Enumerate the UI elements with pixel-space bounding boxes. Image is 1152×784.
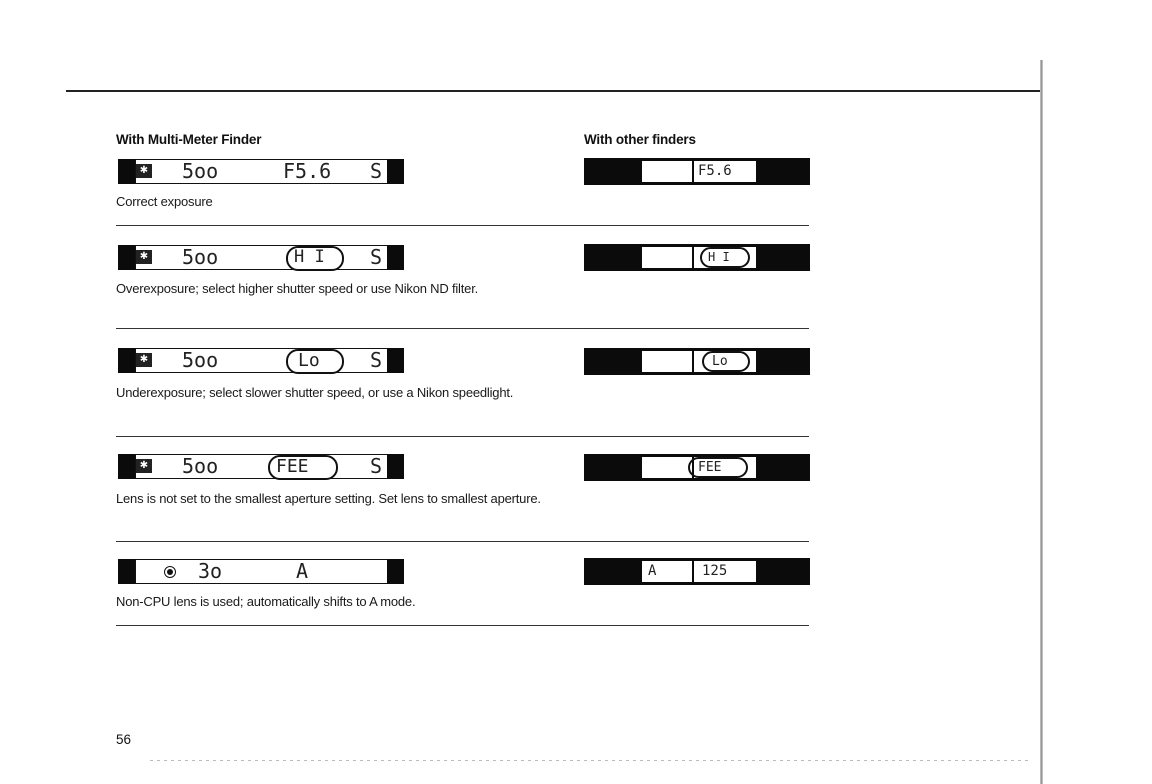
meter-icon: ✱ bbox=[136, 459, 152, 473]
divider bbox=[116, 541, 809, 542]
lcd-non-cpu-lens bbox=[118, 559, 404, 584]
other-finder-fee-warning bbox=[584, 454, 810, 481]
lcd-aperture: F5.6 bbox=[283, 159, 332, 183]
lcd-end-right bbox=[387, 159, 404, 184]
meter-icon: ✱ bbox=[136, 164, 152, 178]
other-finder-correct-exposure bbox=[584, 158, 810, 185]
desc-fee-warning: Lens is not set to the smallest aperture setting. Set lens to smallest aperture. bbox=[116, 491, 541, 506]
lcd-mode: S bbox=[370, 348, 383, 372]
lcd-warning-fee: FEE bbox=[276, 456, 309, 477]
lcd-end-left bbox=[118, 559, 135, 584]
other-finder-blank bbox=[642, 457, 692, 478]
divider bbox=[116, 328, 809, 329]
center-weighted-icon bbox=[164, 566, 176, 578]
lcd-warning-lo: Lo bbox=[298, 350, 320, 371]
other-finder-warning-hi: H I bbox=[708, 250, 730, 264]
meter-icon: ✱ bbox=[136, 250, 152, 264]
lcd-end-left bbox=[118, 454, 135, 479]
other-finder-aperture: F5.6 bbox=[698, 163, 732, 179]
scan-speckle bbox=[150, 760, 1030, 761]
lcd-shutter: 5oo bbox=[182, 245, 219, 269]
lcd-fee-warning bbox=[118, 454, 404, 479]
other-finder-shutter: 125 bbox=[702, 563, 728, 579]
lcd-end-right bbox=[387, 245, 404, 270]
lcd-mode: S bbox=[370, 245, 383, 269]
top-rule bbox=[66, 90, 1042, 92]
other-finder-blank bbox=[642, 161, 692, 182]
lcd-underexposure bbox=[118, 348, 404, 373]
other-finder-overexposure bbox=[584, 244, 810, 271]
lcd-mode: A bbox=[296, 559, 309, 583]
lcd-shutter: 5oo bbox=[182, 454, 219, 478]
lcd-warning-hi: H I bbox=[294, 247, 325, 267]
lcd-end-right bbox=[387, 348, 404, 373]
page-edge-shadow bbox=[1040, 60, 1043, 784]
heading-other-finders: With other finders bbox=[584, 132, 696, 147]
lcd-end-left bbox=[118, 348, 135, 373]
lcd-correct-exposure bbox=[118, 159, 404, 184]
lcd-window bbox=[135, 245, 389, 270]
lcd-window bbox=[135, 454, 389, 479]
divider bbox=[116, 625, 809, 626]
other-finder-blank bbox=[642, 351, 692, 372]
lcd-overexposure bbox=[118, 245, 404, 270]
lcd-shutter: 3o bbox=[198, 559, 223, 583]
desc-non-cpu-lens: Non-CPU lens is used; automatically shifts to A mode. bbox=[116, 594, 416, 609]
divider bbox=[116, 225, 809, 226]
other-finder-warning-fee: FEE bbox=[698, 460, 722, 475]
other-finder-mode: A bbox=[648, 563, 657, 579]
page-number: 56 bbox=[116, 732, 132, 747]
desc-correct-exposure: Correct exposure bbox=[116, 194, 213, 209]
lcd-end-right bbox=[387, 454, 404, 479]
desc-overexposure: Overexposure; select higher shutter speed or use Nikon ND filter. bbox=[116, 281, 479, 296]
other-finder-blank bbox=[642, 247, 692, 268]
lcd-window bbox=[135, 159, 389, 184]
lcd-window bbox=[135, 348, 389, 373]
lcd-mode: S bbox=[370, 159, 383, 183]
heading-multi-meter-finder: With Multi-Meter Finder bbox=[116, 132, 262, 147]
other-finder-non-cpu-lens bbox=[584, 558, 810, 585]
lcd-shutter: 5oo bbox=[182, 159, 219, 183]
lcd-shutter: 5oo bbox=[182, 348, 219, 372]
meter-icon: ✱ bbox=[136, 353, 152, 367]
other-finder-underexposure bbox=[584, 348, 810, 375]
divider bbox=[116, 436, 809, 437]
lcd-end-right bbox=[387, 559, 404, 584]
lcd-end-left bbox=[118, 245, 135, 270]
other-finder-warning-lo: Lo bbox=[712, 354, 728, 369]
lcd-mode: S bbox=[370, 454, 383, 478]
lcd-end-left bbox=[118, 159, 135, 184]
desc-underexposure: Underexposure; select slower shutter speed, or use a Nikon speedlight. bbox=[116, 385, 514, 400]
